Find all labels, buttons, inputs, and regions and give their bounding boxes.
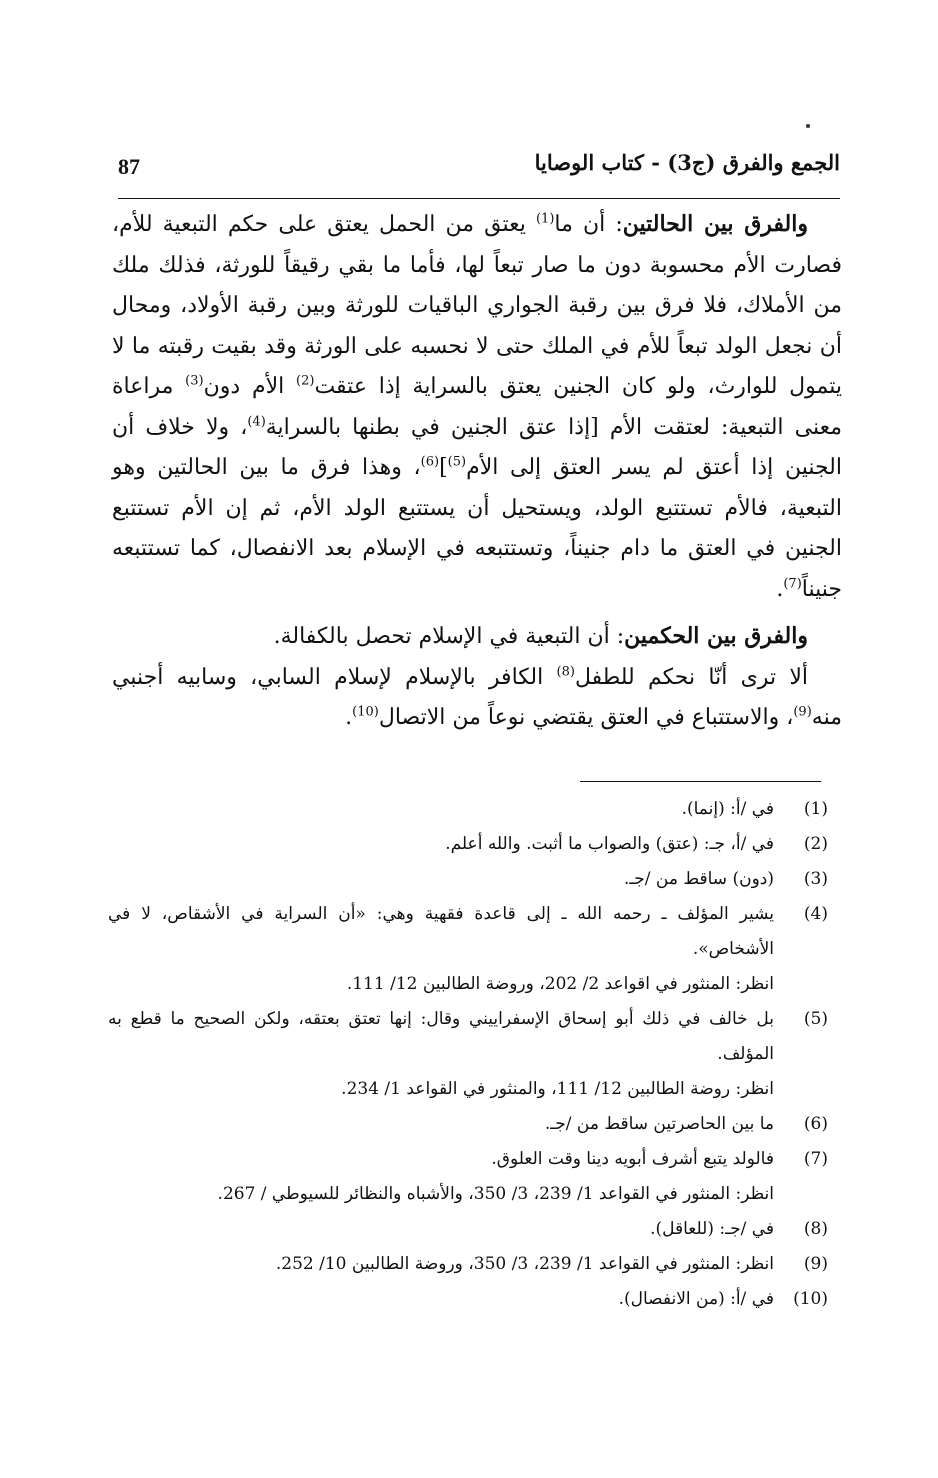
paragraph-3-text: الكافر بالإسلام لإسلام السابي، وسابيه أجنبي منه <box>112 664 842 730</box>
paragraph-1-text: الأم دون <box>203 374 297 399</box>
paragraph-2-lead: والفرق بين الحكمين <box>624 623 808 649</box>
footnote-text: في /أ: (من الانفصال). <box>618 1289 774 1309</box>
footnote-ref-5[interactable]: (5) <box>447 454 467 470</box>
footnote-separator <box>580 781 821 782</box>
footnote-number: (5) <box>803 1009 828 1029</box>
paragraph-1-text: ] <box>439 455 448 480</box>
footnote-1 <box>108 792 828 827</box>
footnote-ref-9[interactable]: (9) <box>793 704 812 720</box>
footnote-ref-7[interactable]: (7) <box>783 576 802 592</box>
footnote-4-reference: انظر: المنثور في اقواعد 2/ 202، وروضة الطالبين 12/ 111. <box>346 974 774 994</box>
footnote-text: انظر: المنثور في القواعد 1/ 239، 3/ 350، وروضة الطالبين 10/ 252. <box>275 1254 774 1274</box>
page-header <box>118 140 840 199</box>
paragraph-1-text: ، وهذا فرق ما بين الحالتين وهو التبعية، فالأم تستتبع الولد، ويستحيل أن يستتبع الولد الأم، ثم إن الأم تستتبع الجنين في العتق ما دام جنيناً، وتستتبعه في الإسلام بعد الانفصال، كما تستتبعه جنيناً <box>112 455 842 602</box>
footnote-text: فالولد يتبع أشرف أبويه دينا وقت العلوق. <box>491 1149 774 1169</box>
paragraph-1 <box>112 204 842 610</box>
footnote-ref-10[interactable]: (10) <box>352 704 379 720</box>
paragraph-3-text: ، والاستتباع في العتق يقتضي نوعاً من الاتصال <box>378 705 794 730</box>
footnote-number: (2) <box>803 834 828 854</box>
footnote-number: (1) <box>803 799 828 819</box>
footnote-number: (3) <box>803 869 828 889</box>
footnote-6 <box>108 1107 828 1142</box>
footnote-text: في /أ، جـ: (عتق) والصواب ما أثبت. والله أعلم. <box>445 834 774 854</box>
footnote-10 <box>108 1282 828 1317</box>
paragraph-3-text: ألا ترى أنّا نحكم للطفل <box>574 664 808 690</box>
paragraph-1-text: . <box>776 576 784 602</box>
paragraph-1-text: يعتق من الحمل يعتق على حكم التبعية للأم، فصارت الأم محسوبة دون ما صار تبعاً لها، فأما ما بقي رقيقاً للورثة، فذلك ملك من الأملاك، فلا فرق بين رقبة الجواري الباقيات للورثة وبين رقبة الأولاد، ومحال أن نجعل الولد تبعاً للأم في الملك حتى لا نحسبه على الورثة وقد بقيت رقبته ما لا يتمول للوارث، ولو كان الجنين يعتق بالسراية إذا عتقت <box>112 212 842 399</box>
footnote-number: (7) <box>803 1149 828 1169</box>
footnote-number: (9) <box>803 1254 828 1274</box>
paragraph-1-text: مراعاة معنى التبعية: لعتقت الأم [إذا عتق الجنين في بطنها بالسراية <box>112 374 842 440</box>
paragraph-1-text: : أن ما <box>554 212 623 237</box>
paragraph-3 <box>112 658 842 739</box>
footnote-ref-1[interactable]: (1) <box>535 211 555 227</box>
footnote-text: في /أ: (إنما). <box>681 799 774 819</box>
footnote-text: في /جـ: (للعاقل). <box>650 1219 774 1239</box>
page-number: 87 <box>118 154 140 179</box>
footnote-3 <box>108 862 828 897</box>
paragraph-1-lead: والفرق بين الحالتين <box>622 211 808 237</box>
footnote-text: (دون) ساقط من /جـ. <box>623 869 774 889</box>
footnote-ref-3[interactable]: (3) <box>185 373 204 389</box>
paragraph-2 <box>112 616 842 658</box>
footnote-ref-2[interactable]: (2) <box>296 373 315 389</box>
footnote-number: (6) <box>803 1114 828 1134</box>
footnote-text: يشير المؤلف ـ رحمه الله ـ إلى قاعدة فقهية وهي: «أن السراية في الأشقاص، لا في الأشخاص». <box>108 904 774 959</box>
footnote-ref-6[interactable]: (6) <box>420 454 440 470</box>
footnote-number: (8) <box>803 1219 828 1239</box>
footnote-7-reference: انظر: المنثور في القواعد 1/ 239، 3/ 350، والأشباه والنظائر للسيوطي / 267. <box>217 1184 774 1204</box>
footnote-number: (4) <box>803 904 828 924</box>
stray-dot-mark <box>806 124 810 128</box>
footnote-ref-8[interactable]: (8) <box>556 664 575 680</box>
paragraph-1-text: ، ولا خلاف أن الجنين إذا أعتق لم يسر العتق إلى الأم <box>112 414 842 480</box>
footnote-ref-4[interactable]: (4) <box>247 414 266 430</box>
paragraph-3-text: . <box>345 705 353 730</box>
main-text <box>112 204 842 739</box>
footnote-5-reference: انظر: روضة الطالبين 12/ 111، والمنثور في القواعد 1/ 234. <box>341 1079 774 1099</box>
footnote-text: ما بين الحاصرتين ساقط من /جـ. <box>544 1114 774 1134</box>
footnote-7 <box>108 1142 828 1177</box>
footnote-4 <box>108 897 828 967</box>
paragraph-2-text: : أن التبعية في الإسلام تحصل بالكفالة. <box>273 624 625 649</box>
footnote-2 <box>108 827 828 862</box>
footnote-text: بل خالف في ذلك أبو إسحاق الإسفراييني وقال: إنها تعتق بعتقه، ولكن الصحيح ما قطع به المؤلف. <box>108 1009 774 1064</box>
footnote-5 <box>108 1002 828 1072</box>
footnotes <box>108 792 828 1317</box>
footnote-9 <box>108 1247 828 1282</box>
running-title: الجمع والفرق (ج3) - كتاب الوصايا <box>534 150 840 175</box>
footnote-number: (10) <box>793 1289 828 1309</box>
footnote-8 <box>108 1212 828 1247</box>
